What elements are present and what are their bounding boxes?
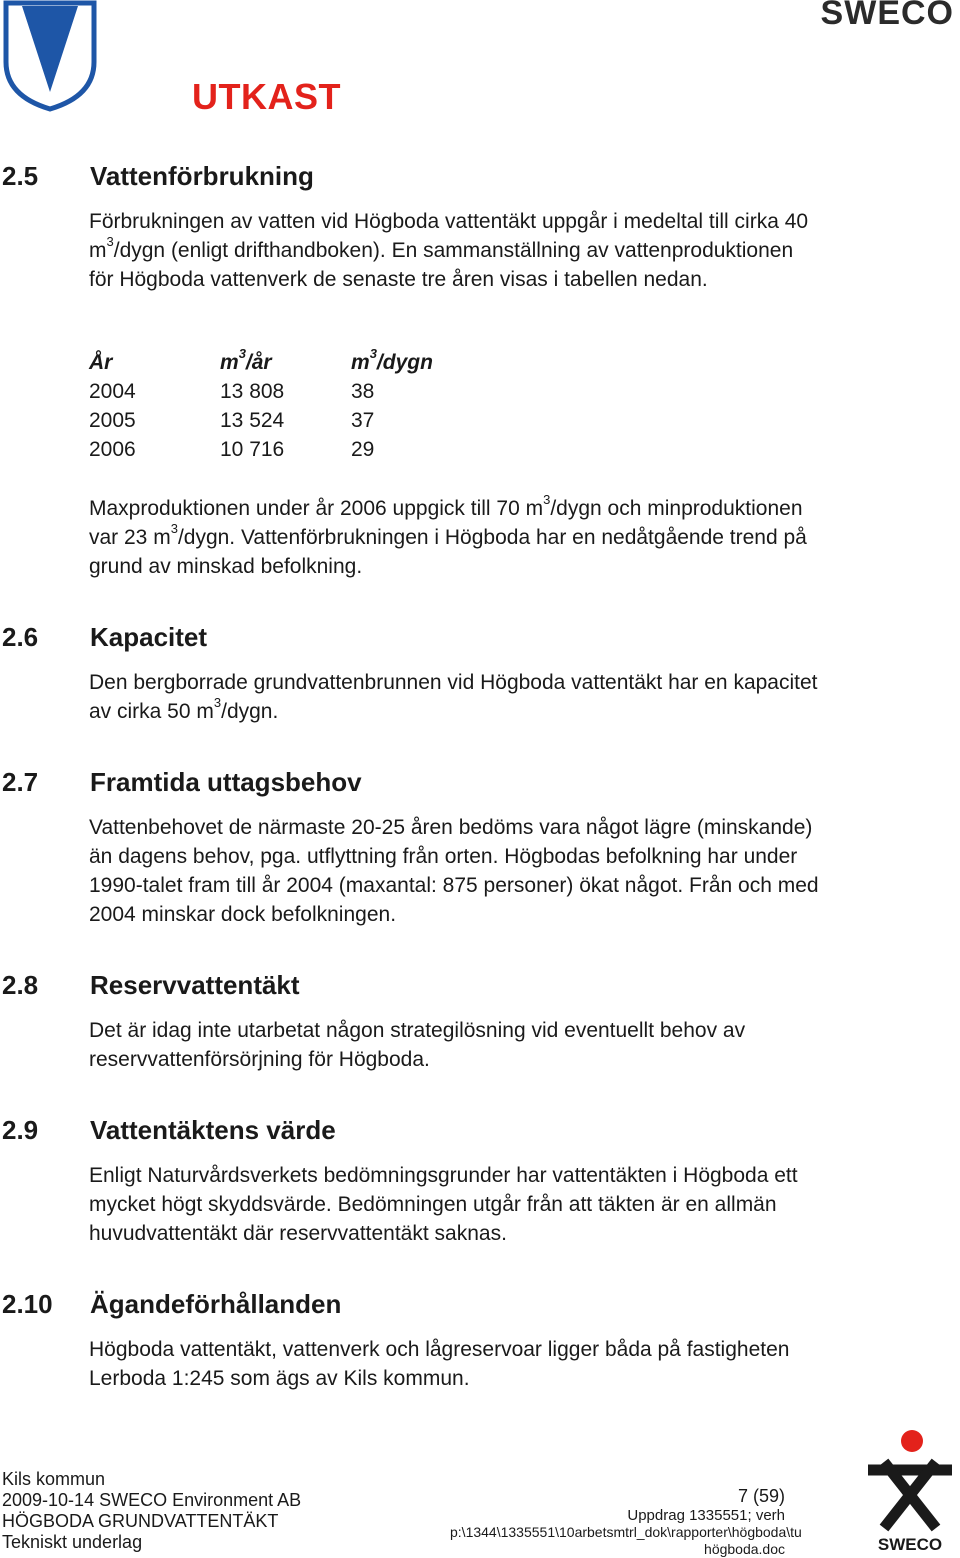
footer-filename: högboda.doc: [704, 1541, 785, 1557]
draft-label: UTKAST: [192, 76, 341, 117]
table-row: [89, 377, 471, 406]
footer-doc-title: HÖGBODA GRUNDVATTENTÄKT: [2, 1511, 279, 1531]
section-title: Vattenförbrukning: [90, 161, 314, 191]
table-header-cell: $m^3/år$: [220, 345, 272, 374]
paragraph-protection-value: Enligt Naturvårdsverkets bedömningsgrunder har vattentäkten i Högboda ett mycket högt skyddsvärde. Bedömningen utgår från att täkten är en allmän huvudvattentäkt där reservvattentäkt saknas.: [89, 1164, 798, 1245]
paragraph-water-consumption: Förbrukningen av vatten vid Högboda vattentäkt uppgår i medeltal till cirka 40 $m^3$/dygn (enligt drifthandboken). En sammanställning av vattenproduktionen för Högboda vattenverk de senaste tre åren visas i tabellen nedan.: [89, 210, 809, 291]
footer-date-company: 2009-10-14 SWECO Environment AB: [2, 1490, 302, 1510]
table-header-cell: $m^3$/dygn: [351, 345, 433, 374]
page-number: 7 (59): [737, 1486, 785, 1506]
footer-doc-type: Tekniskt underlag: [2, 1532, 143, 1552]
table-header-cell: År: [89, 350, 113, 374]
table-cell: 2004: [89, 379, 136, 403]
section-number: 2.8: [2, 970, 39, 1000]
section-number: 2.6: [2, 622, 39, 652]
footer-assignment: Uppdrag 1335551; verh: [627, 1507, 785, 1524]
section-number: 2.5: [2, 161, 39, 191]
table-cell: 13 524: [220, 408, 285, 432]
footer-logo-text: SWECO: [877, 1535, 943, 1554]
table-cell: 38: [351, 379, 375, 403]
paragraph-ownership: Högboda vattentäkt, vattenverk och lågreservoar ligger båda på fastigheten Lerboda 1:245 som ägs av Kils kommun.: [89, 1338, 790, 1390]
paragraph-max-min-production: Maxproduktionen under år 2006 uppgick till 70 $m^3$/dygn och minproduktionen var 23 $m^3$/dygn. Vattenförbrukningen i Högboda har en nedåtgående trend på grund av minskad befolkning.: [89, 492, 807, 578]
footer-reference-info: [450, 1485, 802, 1558]
table-cell: 2006: [89, 437, 136, 461]
water-production-table: [89, 345, 471, 464]
section-number: 2.9: [2, 1115, 39, 1145]
section-number: 2.7: [2, 767, 39, 797]
footer-client: Kils kommun: [2, 1469, 106, 1489]
sweco-footer-logo: [864, 1428, 956, 1556]
table-cell: 37: [351, 408, 375, 432]
table-row: [89, 406, 471, 435]
table-cell: 2005: [89, 408, 136, 432]
table-cell: 13 808: [220, 379, 285, 403]
table-cell: 10 716: [220, 437, 285, 461]
section-number: 2.10: [2, 1289, 53, 1319]
table-cell: 29: [351, 437, 375, 461]
table-row: [89, 435, 471, 464]
table-header-row: [89, 348, 471, 377]
section-title: Reservvattentäkt: [90, 970, 300, 1000]
section-title: Framtida uttagsbehov: [90, 767, 362, 797]
footer-document-info: [2, 1469, 301, 1553]
sweco-header-logo: SWECO: [820, 0, 954, 32]
paragraph-reserve-source: Det är idag inte utarbetat någon strategilösning vid eventuellt behov av reservvattenförsörjning för Högboda.: [89, 1019, 746, 1071]
paragraph-future-demand: Vattenbehovet de närmaste 20-25 åren bedöms vara något lägre (minskande) än dagens behov, pga. utflyttning från orten. Högbodas befolkning har under 1990-talet fram till år 2004 (maxantal: 875 personer) ökat något. Från och med 2004 minskar dock befolkningen.: [89, 816, 819, 926]
section-title: Vattentäktens värde: [90, 1115, 336, 1145]
section-title: Ägandeförhållanden: [90, 1289, 342, 1319]
paragraph-capacity: Den bergborrade grundvattenbrunnen vid Högboda vattentäkt har en kapacitet av cirka 50 $m^3$/dygn.: [89, 671, 818, 723]
footer-file-path: p:\1344\1335551\10arbetsmtrl_dok\rapporter\högboda\tu: [450, 1524, 802, 1540]
municipal-shield-logo: [2, 0, 98, 112]
section-title: Kapacitet: [90, 622, 208, 652]
